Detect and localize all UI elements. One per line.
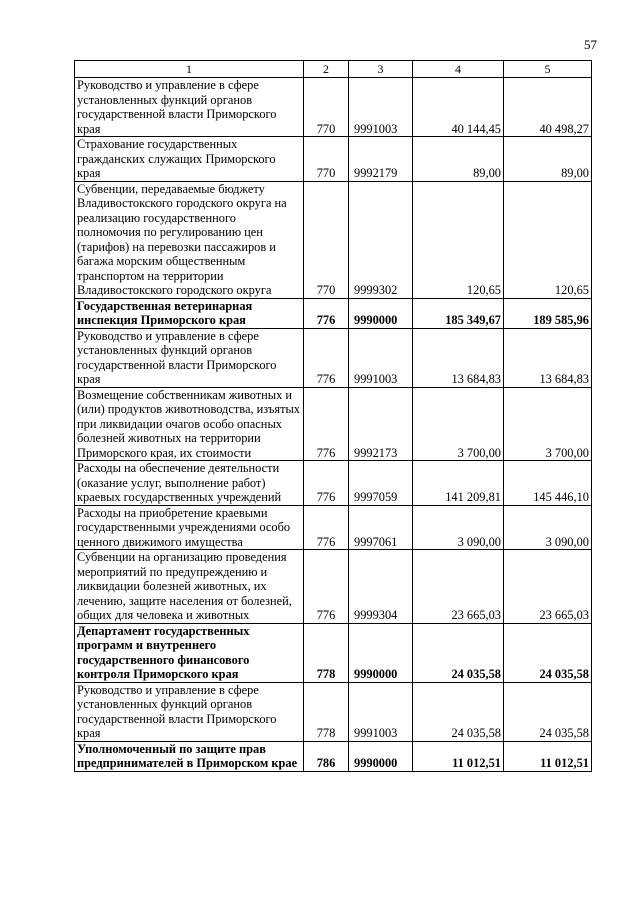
row-value2-cell: 3 090,00 — [504, 505, 592, 550]
row-value2-cell: 3 700,00 — [504, 387, 592, 461]
row-value1-cell: 13 684,83 — [413, 328, 504, 387]
row-code-cell: 776 — [304, 387, 349, 461]
row-code-cell: 770 — [304, 137, 349, 182]
row-value2-cell: 40 498,27 — [504, 78, 592, 137]
row-value2-cell: 89,00 — [504, 137, 592, 182]
row-value1-cell: 23 665,03 — [413, 550, 504, 624]
table-row — [75, 137, 592, 182]
budget-table — [74, 60, 592, 772]
row-target-cell: 9991003 — [349, 328, 413, 387]
column-header: 5 — [504, 61, 592, 78]
row-name-cell: Уполномоченный по защите прав предпринимателей в Приморском крае — [75, 741, 304, 771]
table-row — [75, 682, 592, 741]
row-target-cell: 9990000 — [349, 741, 413, 771]
row-name-cell: Расходы на обеспечение деятельности (оказание услуг, выполнение работ) краевых государственных учреждений — [75, 461, 304, 506]
row-value2-cell: 120,65 — [504, 181, 592, 298]
column-header: 1 — [75, 61, 304, 78]
row-value2-cell: 145 446,10 — [504, 461, 592, 506]
row-name-cell: Страхование государственных гражданских служащих Приморского края — [75, 137, 304, 182]
table-row — [75, 181, 592, 298]
row-value1-cell: 3 090,00 — [413, 505, 504, 550]
row-name-cell: Руководство и управление в сфере установленных функций органов государственной власти Приморского края — [75, 78, 304, 137]
row-target-cell: 9990000 — [349, 298, 413, 328]
table-header-row — [75, 61, 592, 78]
row-name-cell: Субвенции на организацию проведения мероприятий по предупреждению и ликвидации болезней животных, их лечению, защите населения от болезней, общих для человека и животных — [75, 550, 304, 624]
row-value1-cell: 11 012,51 — [413, 741, 504, 771]
table-row — [75, 741, 592, 771]
row-code-cell: 776 — [304, 505, 349, 550]
row-code-cell: 770 — [304, 78, 349, 137]
row-code-cell: 776 — [304, 328, 349, 387]
table-row — [75, 505, 592, 550]
row-target-cell: 9997059 — [349, 461, 413, 506]
row-name-cell: Субвенции, передаваемые бюджету Владивостокского городского округа на реализацию государственного полномочия по регулированию цен (тарифов) на перевозки пассажиров и багажа морским общественным транспортом на территории Владивостокского городского округа — [75, 181, 304, 298]
row-code-cell: 778 — [304, 623, 349, 682]
row-value2-cell: 24 035,58 — [504, 682, 592, 741]
row-value1-cell: 3 700,00 — [413, 387, 504, 461]
row-value2-cell: 11 012,51 — [504, 741, 592, 771]
row-name-cell: Возмещение собственникам животных и (или) продуктов животноводства, изъятых при ликвидации очагов особо опасных болезней животных на территории Приморского края, их стоимости — [75, 387, 304, 461]
column-header: 4 — [413, 61, 504, 78]
table-row — [75, 328, 592, 387]
row-target-cell: 9992179 — [349, 137, 413, 182]
row-target-cell: 9991003 — [349, 682, 413, 741]
row-value2-cell: 189 585,96 — [504, 298, 592, 328]
table-row — [75, 461, 592, 506]
row-value1-cell: 89,00 — [413, 137, 504, 182]
row-target-cell: 9992173 — [349, 387, 413, 461]
row-target-cell: 9999302 — [349, 181, 413, 298]
row-code-cell: 776 — [304, 461, 349, 506]
table-row — [75, 78, 592, 137]
row-name-cell: Департамент государственных программ и внутреннего государственного финансового контроля Приморского края — [75, 623, 304, 682]
row-target-cell: 9997061 — [349, 505, 413, 550]
row-value1-cell: 141 209,81 — [413, 461, 504, 506]
row-target-cell: 9999304 — [349, 550, 413, 624]
row-target-cell: 9991003 — [349, 78, 413, 137]
row-target-cell: 9990000 — [349, 623, 413, 682]
row-value1-cell: 185 349,67 — [413, 298, 504, 328]
table-row — [75, 550, 592, 624]
row-name-cell: Расходы на приобретение краевыми государственными учреждениями особо ценного движимого имущества — [75, 505, 304, 550]
table-row — [75, 623, 592, 682]
table-row — [75, 387, 592, 461]
row-value2-cell: 13 684,83 — [504, 328, 592, 387]
row-code-cell: 786 — [304, 741, 349, 771]
row-name-cell: Руководство и управление в сфере установленных функций органов государственной власти Приморского края — [75, 328, 304, 387]
row-code-cell: 776 — [304, 550, 349, 624]
row-name-cell: Государственная ветеринарная инспекция Приморского края — [75, 298, 304, 328]
column-header: 2 — [304, 61, 349, 78]
row-value2-cell: 23 665,03 — [504, 550, 592, 624]
column-header: 3 — [349, 61, 413, 78]
row-value2-cell: 24 035,58 — [504, 623, 592, 682]
row-code-cell: 778 — [304, 682, 349, 741]
row-value1-cell: 120,65 — [413, 181, 504, 298]
row-value1-cell: 40 144,45 — [413, 78, 504, 137]
page-number: 57 — [584, 37, 597, 52]
row-code-cell: 770 — [304, 181, 349, 298]
row-name-cell: Руководство и управление в сфере установленных функций органов государственной власти Приморского края — [75, 682, 304, 741]
table-row — [75, 298, 592, 328]
row-code-cell: 776 — [304, 298, 349, 328]
row-value1-cell: 24 035,58 — [413, 623, 504, 682]
row-value1-cell: 24 035,58 — [413, 682, 504, 741]
